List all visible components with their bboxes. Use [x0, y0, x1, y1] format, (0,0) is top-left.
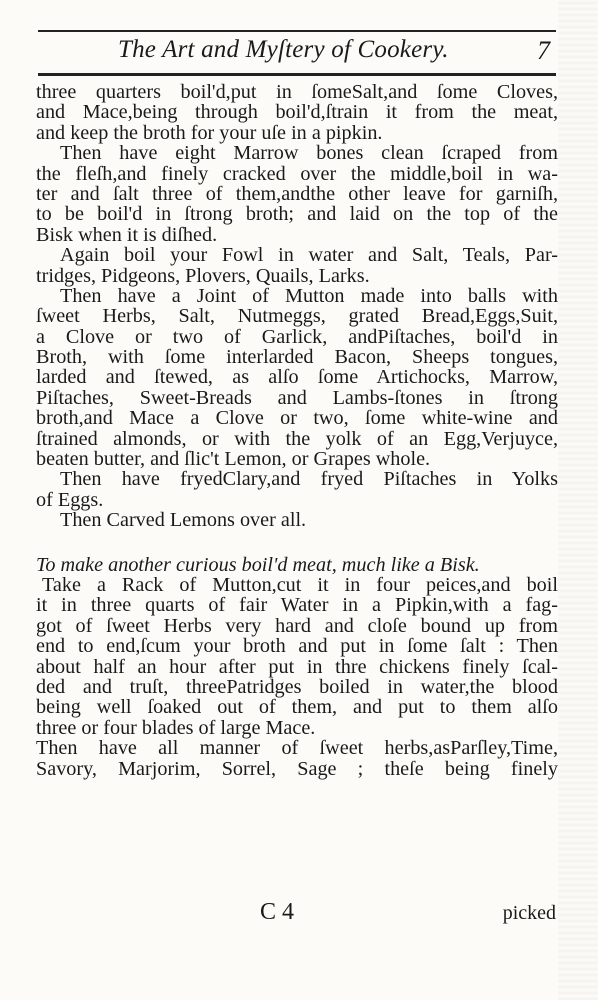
text-line: larded and ſtewed, as alſo ſome Artichocks, Marrow, — [36, 366, 558, 389]
text-line: Piſtaches, Sweet-Breads and Lambs-ſtones in ſtrong — [36, 386, 558, 409]
text-line: and keep the broth for your uſe in a pipkin. — [36, 121, 383, 144]
running-head: The Art and Myſtery of Cookery. — [118, 36, 449, 63]
text-line: Broth, with ſome interlarded Bacon, Sheeps tongues, — [36, 346, 558, 369]
header-rule-bottom — [38, 73, 556, 76]
text-line: broth,and Mace a Clove or two, ſome white-wine and — [36, 407, 558, 430]
body-text — [36, 82, 558, 779]
text-line: ſweet Herbs, Salt, Nutmeggs, grated Bread,Eggs,Suit, — [36, 305, 558, 328]
page-number: 7 — [537, 36, 550, 65]
text-line: tridges, Pidgeons, Plovers, Quails, Larks. — [36, 264, 370, 287]
text-line: three quarters boil'd,put in ſomeSalt,and ſome Cloves, — [36, 81, 558, 103]
text-line: ded and truſt, threePatridges boiled in water,the blood — [36, 675, 558, 698]
text-line: about half an hour after put in thre chickens finely ſcal- — [36, 655, 558, 678]
text-line: got of ſweet Herbs very hard and cloſe bound up from — [36, 614, 558, 637]
text-line: Then have fryedClary,and fryed Piſtaches in Yolks — [60, 468, 558, 491]
text-line: three or four blades of large Mace. — [36, 716, 316, 739]
text-line: Then have eight Marrow bones clean ſcraped from — [60, 142, 558, 165]
text-line: being well ſoaked out of them, and put to them alſo — [36, 696, 558, 719]
section-heading: To make another curious boil'd meat, much like a Bisk. — [36, 553, 480, 576]
text-line: a Clove or two of Garlick, andPiſtaches, boil'd in — [36, 325, 558, 348]
header-rule-top — [38, 30, 556, 32]
page-edge-texture — [558, 0, 598, 1000]
text-line: Then have a Joint of Mutton made into balls with — [60, 284, 558, 307]
text-line: it in three quarts of fair Water in a Pipkin,with a fag- — [36, 594, 558, 617]
page-header — [38, 34, 556, 70]
text-line: Savory, Marjorim, Sorrel, Sage ; theſe being finely — [36, 757, 558, 780]
catchword: picked — [502, 902, 556, 924]
text-line: to be boil'd in ſtrong broth; and laid on the top of the — [36, 203, 558, 226]
text-line: and Mace,being through boil'd,ſtrain it from the meat, — [36, 101, 558, 124]
text-line: ter and ſalt three of them,andthe other leave for garniſh, — [36, 182, 558, 205]
text-line: Bisk when it is diſhed. — [36, 223, 218, 246]
signature-mark: C 4 — [260, 899, 295, 925]
text-line: Again boil your Fowl in water and Salt, Teals, Par- — [60, 244, 558, 267]
text-line: Then have all manner of ſweet herbs,asParſley,Time, — [36, 737, 558, 760]
text-line: end to end,ſcum your broth and put in ſome ſalt : Then — [36, 635, 558, 658]
text-line: beaten butter, and ſlic't Lemon, or Grapes whole. — [36, 448, 431, 471]
text-line: Then Carved Lemons over all. — [60, 509, 307, 532]
text-line: of Eggs. — [36, 488, 104, 511]
text-line: the fleſh,and finely cracked over the middle,boil in wa- — [36, 162, 558, 185]
text-line: ſtrained almonds, or with the yolk of an Egg,Verjuyce, — [36, 427, 558, 450]
text-line: Take a Rack of Mutton,cut it in four peices,and boil — [42, 573, 558, 596]
section-gap — [36, 531, 558, 555]
